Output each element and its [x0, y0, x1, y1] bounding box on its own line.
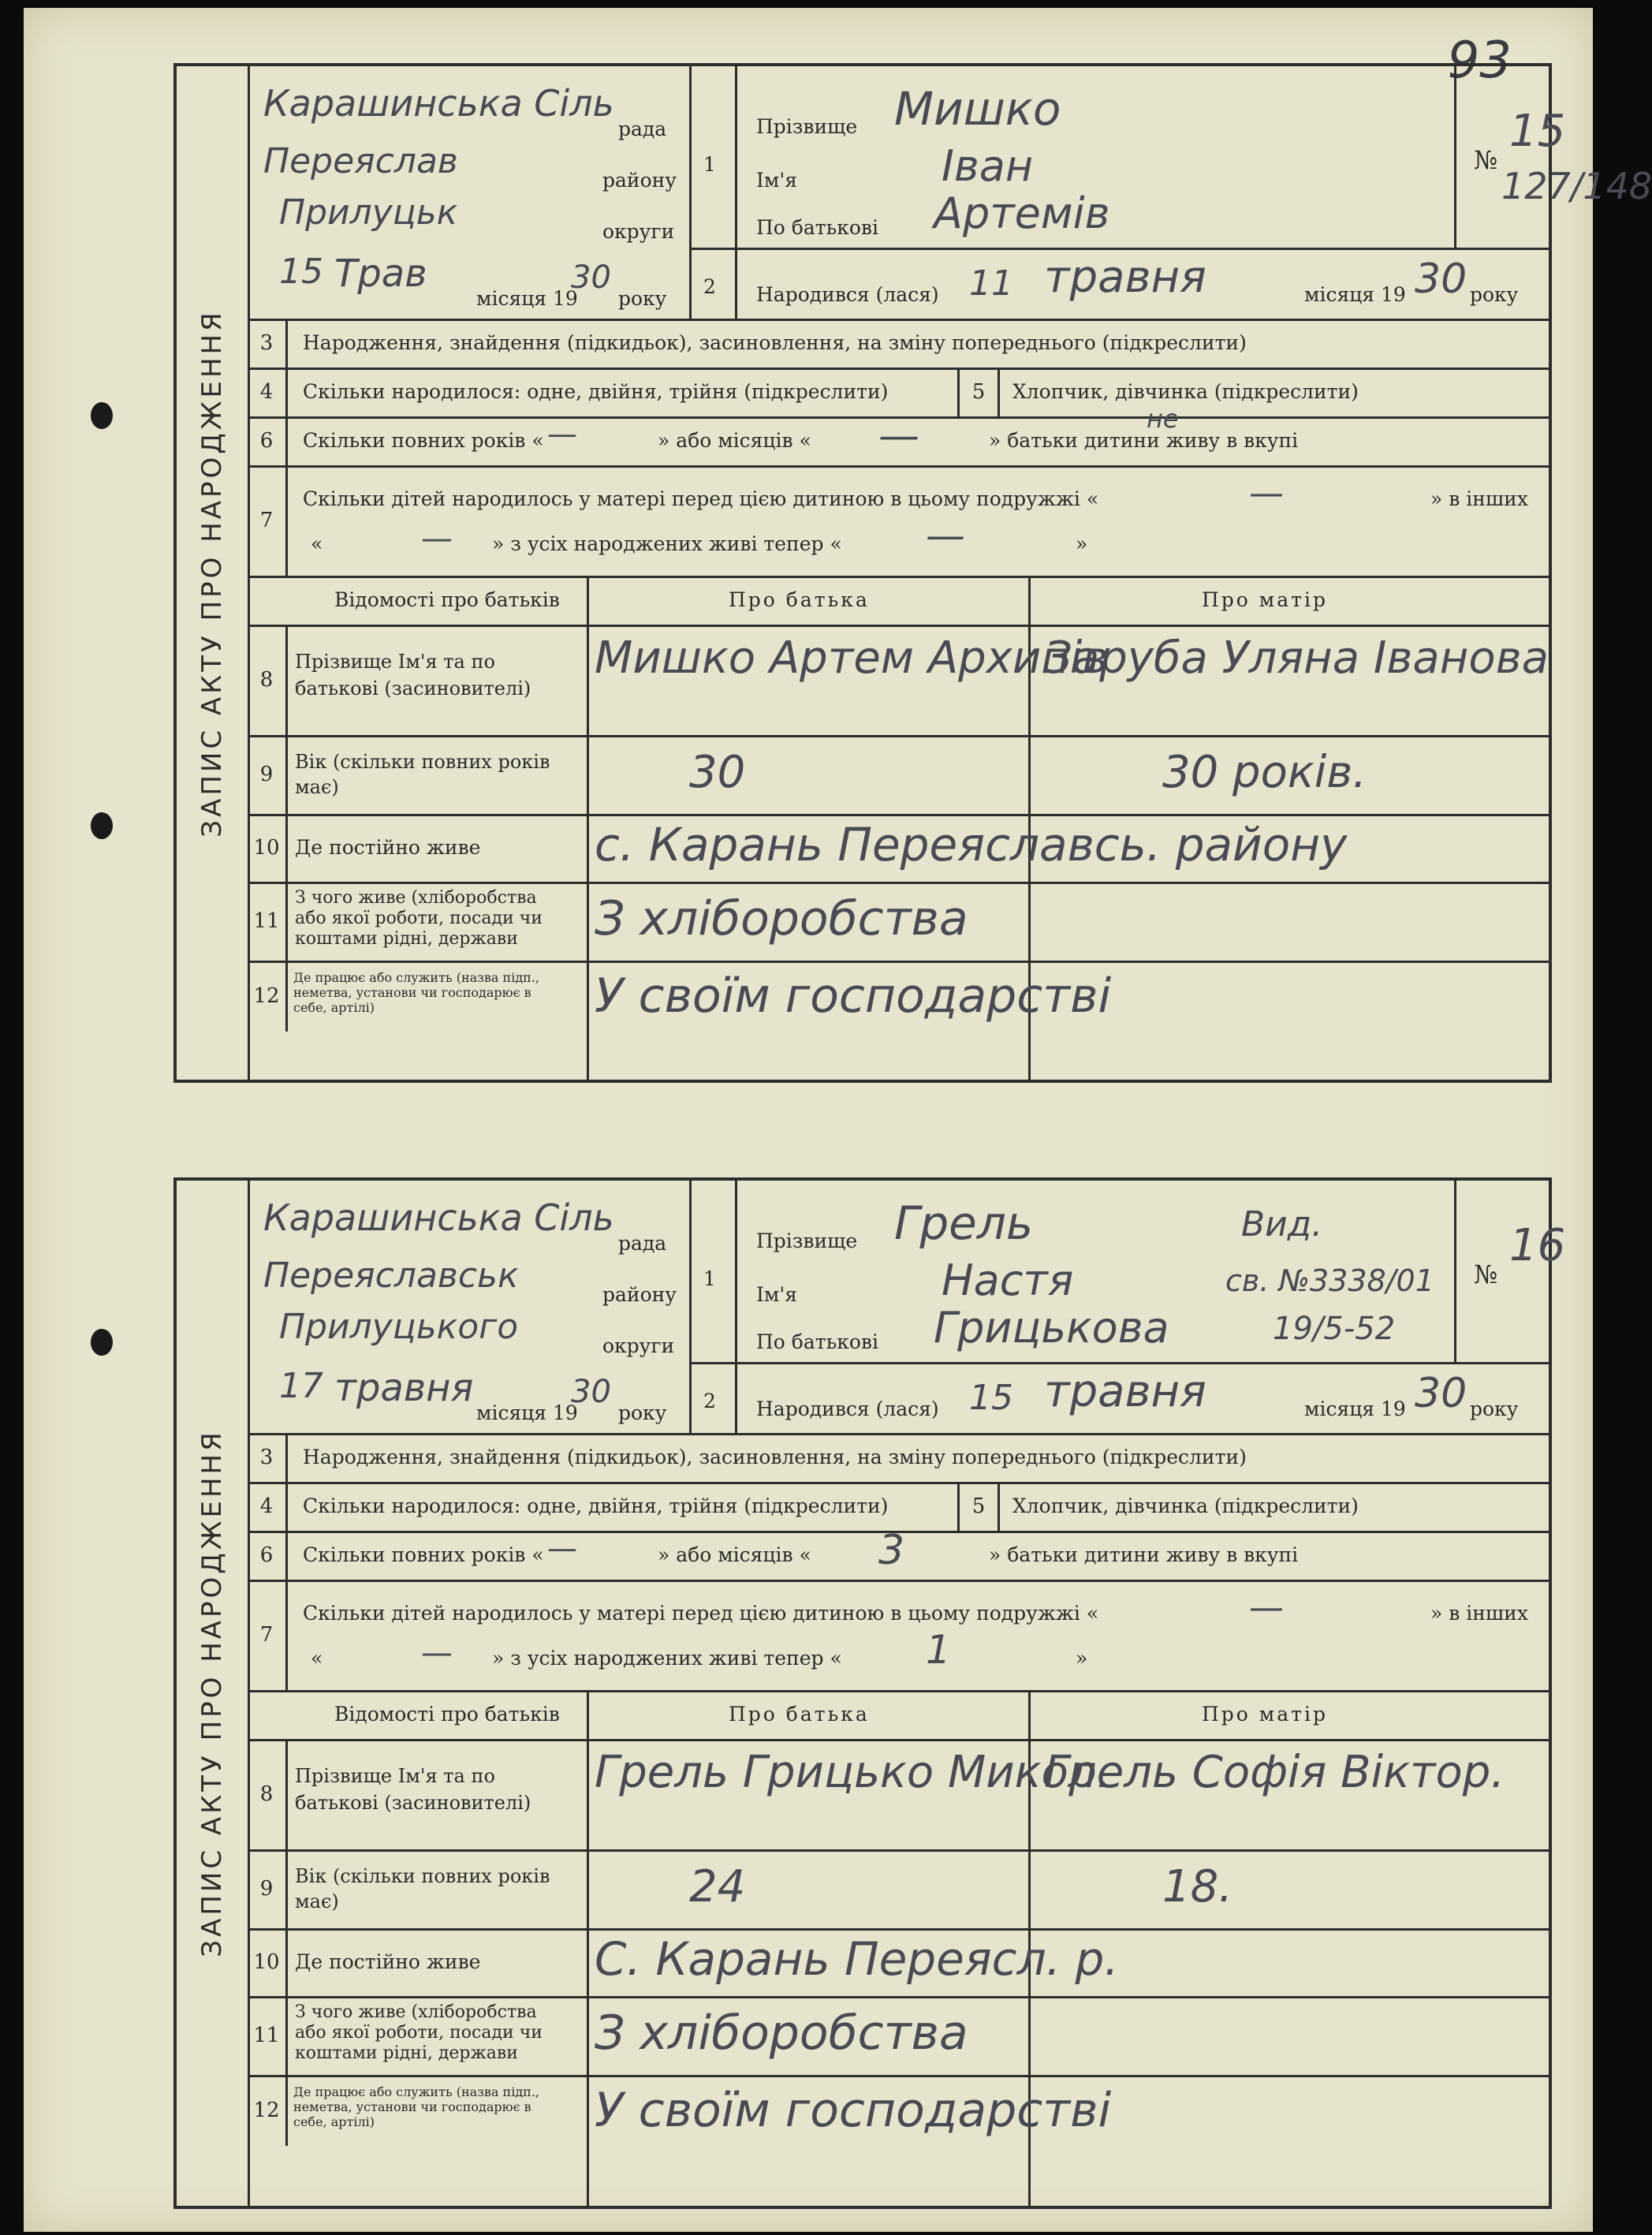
- patronymic-note: 19/5-52: [1273, 1311, 1396, 1347]
- father-header: Про батька: [729, 1703, 870, 1726]
- reg-day: 17: [279, 1366, 323, 1406]
- row6-months: —: [878, 412, 919, 460]
- record-number: 16: [1509, 1220, 1566, 1271]
- label-number: №: [1474, 1259, 1498, 1289]
- row5-text: Хлопчик, дівчинка (підкреслити): [1012, 1494, 1359, 1517]
- row7-label-c: «: [311, 1647, 323, 1670]
- row7-label-d: » з усіх народжених живі тепер «: [492, 1647, 842, 1670]
- label-rayonu: району: [602, 1283, 677, 1306]
- label-surname: Прізвище: [756, 115, 858, 138]
- reg-month: Трав: [334, 252, 427, 296]
- label-patronymic: По батькові: [756, 1330, 878, 1353]
- label-born: Народився (лася): [756, 283, 939, 306]
- vertical-title-box: [177, 1181, 250, 2206]
- surname-note: Вид.: [1241, 1204, 1323, 1244]
- child-patronymic: Артемів: [934, 188, 1110, 238]
- birth-month: травня: [1044, 252, 1206, 303]
- birth-day: 15: [969, 1378, 1013, 1418]
- row7-label-e: »: [1076, 1647, 1088, 1670]
- label-rayonu: району: [602, 169, 677, 192]
- row7-other: —: [421, 521, 453, 557]
- row-number-2: 2: [703, 275, 716, 298]
- label-okrugy: округи: [602, 220, 675, 243]
- district-handwritten: Переяславськ: [263, 1256, 519, 1296]
- label-rada: рада: [618, 1232, 667, 1255]
- label-rada: рада: [618, 118, 667, 140]
- row7-label-c: «: [311, 532, 323, 555]
- father-age: 24: [689, 1861, 746, 1912]
- mother-age: 30 років.: [1162, 747, 1367, 798]
- label-name: Ім'я: [756, 169, 797, 192]
- father-age: 30: [689, 747, 746, 798]
- form-body: Карашинська Сіль рада Переяслав району Прилуцьк округи 15 Трав місяця 19 30 року 1 2 Прізвище Мишко Ім'я Іван По батькові Артемів № 15 127/148 Народився (лася) 11 травня місяця 19 30 року 3 Народження, знайдення (підкидьок), засиновлення, на зміну попереднього (підкреслити) 4 Скільки народилося: одне, двійня, трійня (підкреслити) 5 Хлопчик, дівчинка (підкреслити) 6 Скільки повних років « — » або місяців « — » батьки дитини живу в вкупі не 7 Скільки дітей народилось у матері перед цією дитиною в цьому подружжі « — » в інших « — » з усіх народжених живі тепер « — » Відомості про батьків Про батька Про матір 8 Прізвище Ім'я та по батькові (засиновителі) Мишко Артем Архипів Заруба Уляна Іванова 9 Вік (скільки повних років має) 30 30 років. 10 Де постійно живе с. Карань Переяславсь. району 11 З чого живе (хліборобства або якої роботи, посади чи коштами рідні, держави З хліборобства 12 Де працює або служить (назва підп., неметва, установи чи господарює в себе, артілі) У своїм господарстві: [248, 66, 1549, 1080]
- record-number: 15: [1509, 106, 1566, 157]
- reg-year: 30: [571, 1374, 611, 1410]
- row4-text: Скільки народилося: одне, двійня, трійня (підкреслити): [303, 1494, 889, 1517]
- row4-text: Скільки народилося: одне, двійня, трійня (підкреслити): [303, 380, 889, 403]
- page-number: 93: [1447, 32, 1512, 90]
- birth-year: 30: [1415, 1370, 1467, 1417]
- child-name: Іван: [942, 141, 1034, 191]
- punch-hole: [91, 402, 113, 429]
- row3-text: Народження, знайдення (підкидьок), засиновлення, на зміну попереднього (підкреслити): [303, 331, 1247, 354]
- punch-hole: [91, 1329, 113, 1356]
- parents-info-header: Відомості про батьків: [334, 588, 560, 611]
- mother-age: 18.: [1162, 1861, 1233, 1912]
- row7-this-marriage: —: [1249, 473, 1284, 513]
- row6-months: 3: [878, 1527, 905, 1574]
- row6-label-a: Скільки повних років «: [303, 1543, 544, 1566]
- vertical-title: ЗАПИС АКТУ ПРО НАРОДЖЕННЯ: [196, 1429, 228, 1957]
- parents-info-header: Відомості про батьків: [334, 1703, 560, 1726]
- row11-label: З чого живе (хліборобства або якої роботи, посади чи коштами рідні, держави: [295, 2002, 543, 2063]
- mother-name: Заруба Уляна Іванова: [1044, 632, 1549, 684]
- row7-alive: 1: [926, 1627, 951, 1673]
- child-name: Настя: [942, 1256, 1074, 1305]
- council-handwritten: Карашинська Сіль: [263, 82, 614, 125]
- row-number-1: 1: [703, 1267, 716, 1290]
- row9-label: Вік (скільки повних років має): [295, 1865, 550, 1912]
- district-handwritten: Переяслав: [263, 141, 458, 181]
- row3-text: Народження, знайдення (підкидьок), засиновлення, на зміну попереднього (підкреслити): [303, 1446, 1247, 1468]
- row7-other: —: [421, 1635, 453, 1671]
- label-patronymic: По батькові: [756, 216, 878, 239]
- row7-label-a: Скільки дітей народилось у матері перед цією дитиною в цьому подружжі «: [303, 487, 1099, 510]
- label-born-month-19: місяця 19: [1304, 1397, 1406, 1420]
- row7-label-a: Скільки дітей народилось у матері перед цією дитиною в цьому подружжі «: [303, 1602, 1099, 1625]
- row10-label: Де постійно живе: [295, 836, 481, 859]
- label-born-roku: року: [1470, 1397, 1519, 1420]
- label-born: Народився (лася): [756, 1397, 939, 1420]
- row11-label: З чого живе (хліборобства або якої роботи, посади чи коштами рідні, держави: [295, 888, 543, 949]
- row7-label-b: » в інших: [1430, 1602, 1528, 1625]
- label-roku: року: [618, 1401, 667, 1424]
- birth-month: травня: [1044, 1366, 1206, 1417]
- mother-header: Про матір: [1202, 1703, 1328, 1726]
- birth-record-2: [173, 1177, 1566, 2209]
- row6-label-c: » батьки дитини живу в вкупі: [989, 429, 1299, 452]
- label-month-19: місяця 19: [476, 1401, 578, 1424]
- row6-note: не: [1147, 404, 1179, 434]
- label-roku: року: [618, 287, 667, 310]
- residence: С. Карань Переясл. р.: [595, 1932, 1119, 1986]
- label-number: №: [1474, 145, 1498, 175]
- father-name: Грель Грицько Микол.: [595, 1747, 1111, 1798]
- birth-year: 30: [1415, 256, 1467, 303]
- row5-text: Хлопчик, дівчинка (підкреслити): [1012, 380, 1359, 403]
- reg-month: травня: [334, 1366, 474, 1410]
- label-born-month-19: місяця 19: [1304, 283, 1406, 306]
- row-number-2: 2: [703, 1390, 716, 1412]
- reg-day: 15: [279, 252, 323, 292]
- row7-label-e: »: [1076, 532, 1088, 555]
- label-month-19: місяця 19: [476, 287, 578, 310]
- row7-label-d: » з усіх народжених живі тепер «: [492, 532, 842, 555]
- row8-label: Прізвище Ім'я та по батькові (засиновителі): [295, 1765, 531, 1814]
- row6-label-a: Скільки повних років «: [303, 429, 544, 452]
- child-surname: Грель: [894, 1196, 1034, 1250]
- row7-alive: —: [926, 513, 965, 558]
- vertical-title: ЗАПИС АКТУ ПРО НАРОДЖЕННЯ: [196, 308, 228, 838]
- row12-label: Де працює або служить (назва підп., неметва, установи чи господарює в себе, артілі): [293, 2084, 540, 2129]
- father-header: Про батька: [729, 588, 870, 611]
- name-note: св. №3338/01: [1225, 1263, 1434, 1298]
- birth-record-1: [173, 63, 1652, 1083]
- label-name: Ім'я: [756, 1283, 797, 1306]
- child-surname: Мишко: [894, 82, 1061, 136]
- row-number-1: 1: [703, 153, 716, 176]
- row6-years: —: [547, 1531, 577, 1565]
- row12-label: Де працює або служить (назва підп., неметва, установи чи господарює в себе, артілі): [293, 970, 540, 1015]
- row9-label: Вік (скільки повних років має): [295, 751, 550, 798]
- label-okrugy: округи: [602, 1334, 675, 1357]
- father-name: Мишко Артем Архипів: [595, 632, 1109, 684]
- vertical-title-box: [177, 66, 250, 1080]
- mother-name: Грель Софія Віктор.: [1044, 1747, 1505, 1798]
- record-number-extra: 127/148: [1501, 165, 1652, 207]
- row7-label-b: » в інших: [1430, 487, 1528, 510]
- form-body: Карашинська Сіль рада Переяславськ району Прилуцького округи 17 травня місяця 19 30 року 1 2 Прізвище Грель Вид. Ім'я Настя св. №3338/01 По батькові Грицькова 19/5-52 № 16 Народився (лася) 15 травня місяця 19 30 року 3 Народження, знайдення (підкидьок), засиновлення, на зміну попереднього (підкреслити) 4 Скільки народилося: одне, двійня, трійня (підкреслити) 5 Хлопчик, дівчинка (підкреслити) 6 Скільки повних років « — » або місяців « 3 » батьки дитини живу в вкупі 7 Скільки дітей народилось у матері перед цією дитиною в цьому подружжі « — » в інших « — » з усіх народжених живі тепер « 1 » Відомості про батьків Про батька Про матір 8 Прізвище Ім'я та по батькові (засиновителі) Грель Грицько Микол. Грель Софія Віктор. 9 Вік (скільки повних років має) 24 18. 10 Де постійно живе С. Карань Переясл. р. 11 З чого живе (хліборобства або якої роботи, посади чи коштами рідні, держави З хліборобства 12 Де працює або служить (назва підп., неметва, установи чи господарює в себе, артілі) У своїм господарстві: [248, 1181, 1549, 2206]
- workplace: У своїм господарстві: [595, 968, 1112, 1024]
- birth-day: 11: [969, 263, 1013, 304]
- row6-label-c: » батьки дитини живу в вкупі: [989, 1543, 1299, 1566]
- label-surname: Прізвище: [756, 1229, 858, 1252]
- livelihood: З хліборобства: [595, 891, 968, 946]
- council-handwritten: Карашинська Сіль: [263, 1196, 614, 1239]
- reg-year: 30: [571, 259, 611, 296]
- row7-this-marriage: —: [1249, 1588, 1284, 1628]
- workplace: У своїм господарстві: [595, 2083, 1112, 2138]
- row6-label-b: » або місяців «: [658, 1543, 811, 1566]
- punch-hole: [91, 812, 113, 839]
- residence: с. Карань Переяславсь. району: [595, 818, 1348, 871]
- label-born-roku: року: [1470, 283, 1519, 306]
- row6-years: —: [547, 416, 577, 451]
- row10-label: Де постійно живе: [295, 1950, 481, 1973]
- row6-label-b: » або місяців «: [658, 429, 811, 452]
- child-patronymic: Грицькова: [934, 1303, 1169, 1353]
- row8-label: Прізвище Ім'я та по батькові (засиновителі): [295, 651, 531, 700]
- okrug-handwritten: Прилуцького: [279, 1307, 519, 1347]
- mother-header: Про матір: [1202, 588, 1328, 611]
- livelihood: З хліборобства: [595, 2006, 968, 2061]
- okrug-handwritten: Прилуцьк: [279, 192, 458, 233]
